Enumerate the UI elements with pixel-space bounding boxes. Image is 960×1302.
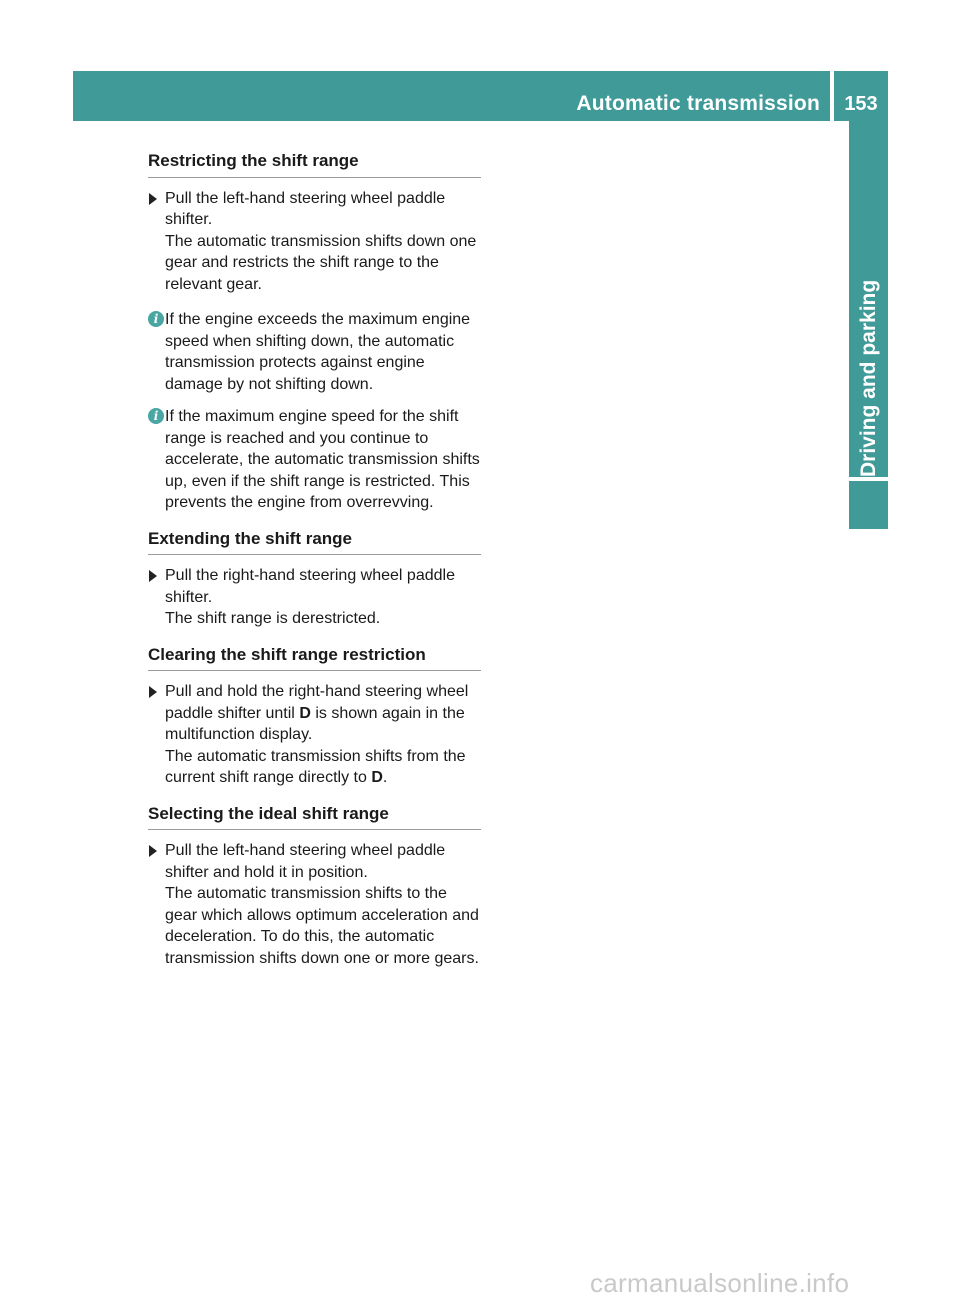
side-tab-label: Driving and parking [857, 279, 880, 477]
step-instruction [165, 681, 481, 746]
step-result-part: The automatic transmission shifts from the current shift range directly to [165, 747, 466, 786]
step-arrow-icon [149, 193, 157, 205]
section-heading-ideal: Selecting the ideal shift range [148, 803, 481, 831]
info-note-text: If the maximum engine speed for the shift range is reached and you continue to accelerate, the automatic transmission shifts up, even if the shift range is restricted. This prevents the engine from overrevving. [165, 408, 480, 511]
step-result-part: . [382, 769, 388, 786]
section-heading-extending: Extending the shift range [148, 528, 481, 556]
step-arrow-icon [149, 570, 157, 582]
step-restricting [148, 188, 481, 296]
step-instruction: Pull the left-hand steering wheel paddle shifter. [165, 189, 446, 228]
step-arrow-icon [149, 845, 157, 857]
step-instruction-part: Pull and hold the right-hand steering wheel paddle shifter until [165, 683, 469, 722]
step-instruction: Pull the left-hand steering wheel paddle shifter and hold it in position. [165, 842, 446, 881]
step-ideal [148, 840, 481, 969]
info-note-text: If the engine exceeds the maximum engine speed when shifting down, the automatic transmission protects against engine damage by not shifting down. [165, 311, 471, 393]
step-instruction: Pull the right-hand steering wheel paddle shifter. [165, 567, 455, 606]
page-number: 153 [844, 93, 878, 115]
step-clearing [148, 681, 481, 789]
info-icon: i [148, 408, 164, 424]
info-note-1 [148, 309, 481, 395]
step-result: The automatic transmission shifts to the gear which allows optimum acceleration and deceleration. To do this, the automatic transmission shifts down one or more gears. [165, 885, 479, 967]
section-heading-clearing: Clearing the shift range restriction [148, 644, 481, 672]
main-content [148, 150, 481, 983]
step-arrow-icon [149, 686, 157, 698]
info-icon: i [148, 311, 164, 327]
step-result: The shift range is derestricted. [165, 610, 381, 627]
page-title: Automatic transmission [576, 92, 820, 115]
step-extending [148, 565, 481, 630]
info-note-2 [148, 406, 481, 514]
step-result: The automatic transmission shifts down one gear and restricts the shift range to the relevant gear. [165, 232, 477, 293]
step-result [165, 746, 481, 789]
watermark: carmanualsonline.info [590, 1268, 850, 1298]
section-heading-restricting: Restricting the shift range [148, 150, 481, 178]
gear-indicator-d: D [299, 704, 311, 722]
step-instruction-part: is shown again in the multifunction display. [165, 704, 465, 743]
gear-indicator-d: D [371, 769, 383, 786]
side-tab-divider [849, 477, 888, 481]
